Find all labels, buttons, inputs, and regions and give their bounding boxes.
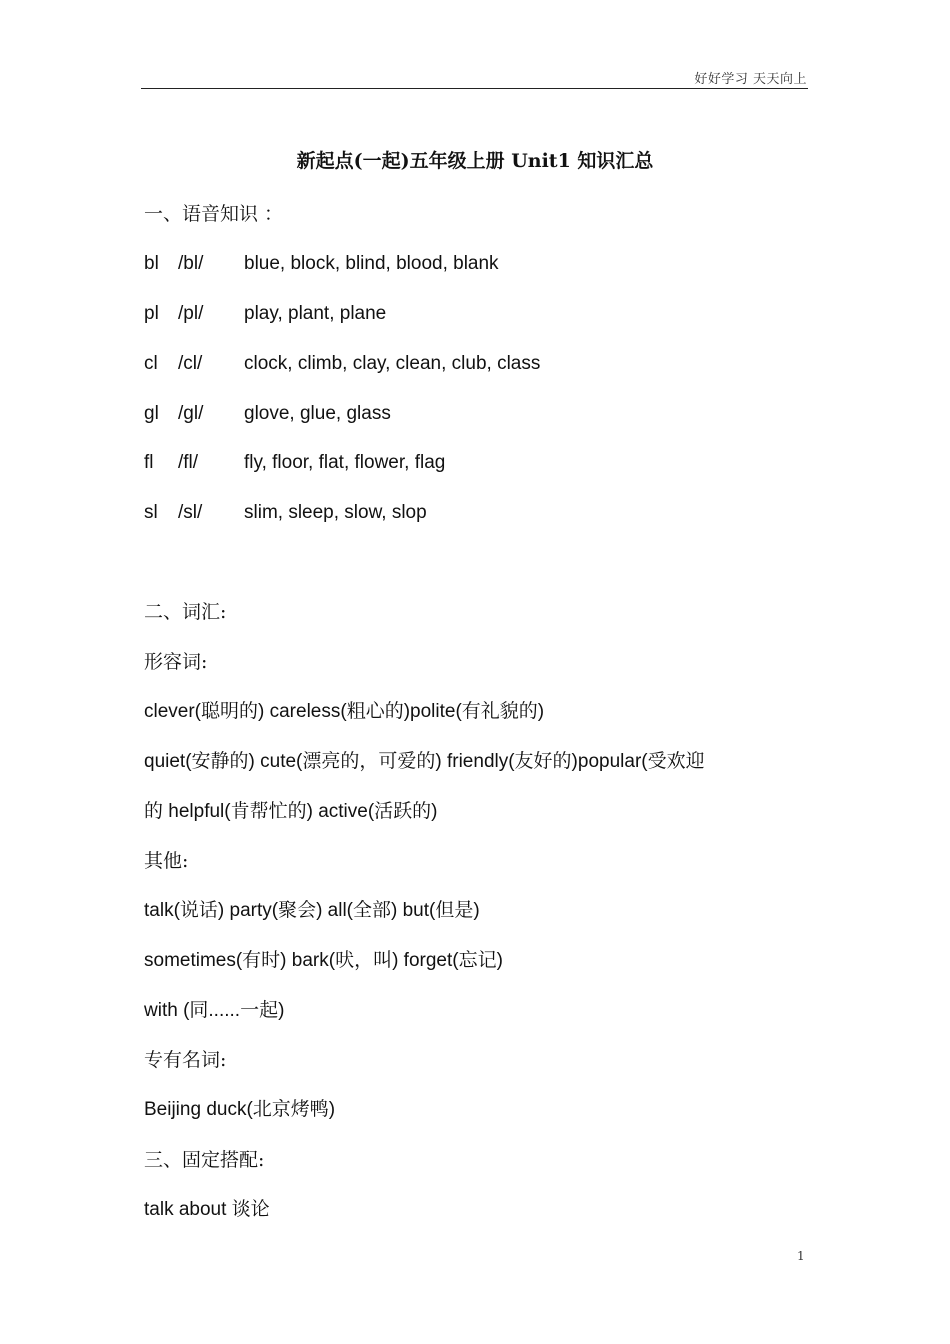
vocab-line: clever(聪明的) careless(粗心的)polite(有礼貌的)	[144, 701, 545, 722]
header-motto: 好好学习 天天向上	[694, 72, 807, 87]
phonics-letters: gl	[144, 403, 159, 424]
phonics-words: glove, glue, glass	[244, 403, 391, 424]
phonics-sound: /bl/	[178, 253, 204, 274]
phonics-sound: /cl/	[178, 353, 203, 374]
phonics-letters: bl	[144, 253, 159, 274]
document-title: 新起点(一起)五年级上册 Unit1 知识汇总	[296, 150, 654, 172]
phonics-sound: /gl/	[178, 403, 204, 424]
subheading-adjectives: 形容词:	[144, 651, 208, 673]
subheading-others: 其他:	[144, 850, 189, 872]
phonics-row	[144, 302, 386, 326]
phonics-letters: cl	[144, 353, 158, 374]
phonics-sound: /fl/	[178, 452, 199, 473]
phonics-letters: pl	[144, 303, 159, 324]
vocab-line: 的 helpful(肯帮忙的) active(活跃的)	[144, 801, 438, 822]
phonics-row	[144, 451, 445, 475]
phonics-words: fly, floor, flat, flower, flag	[244, 452, 446, 473]
phonics-words: blue, block, blind, blood, blank	[244, 253, 499, 274]
phonics-row	[144, 501, 427, 525]
phonics-words: clock, climb, clay, clean, club, class	[244, 353, 541, 374]
phonics-letters: sl	[144, 502, 158, 523]
subheading-proper-nouns: 专有名词:	[144, 1049, 227, 1071]
section-heading-collocations: 三、固定搭配:	[144, 1149, 265, 1171]
phonics-row	[144, 402, 391, 426]
collocation-line: talk about 谈论	[144, 1199, 270, 1220]
phonics-row	[144, 252, 499, 276]
vocab-line: with (同......一起)	[144, 1000, 285, 1021]
phonics-sound: /pl/	[178, 303, 204, 324]
section-heading-vocabulary: 二、词汇:	[144, 601, 227, 623]
vocab-line: Beijing duck(北京烤鸭)	[144, 1099, 336, 1120]
vocab-line: quiet(安静的) cute(漂亮的，可爱的) friendly(友好的)popular(受欢迎	[144, 751, 705, 772]
page-number: 1	[797, 1249, 805, 1263]
section-heading-phonics: 一、语音知识 ：	[144, 203, 284, 225]
phonics-row	[144, 352, 540, 376]
phonics-words: play, plant, plane	[244, 303, 387, 324]
vocab-line: talk(说话) party(聚会) all(全部) but(但是)	[144, 900, 480, 921]
phonics-words: slim, sleep, slow, slop	[244, 502, 427, 523]
phonics-sound: /sl/	[178, 502, 203, 523]
vocab-line: sometimes(有时) bark(吠，叫) forget(忘记)	[144, 950, 503, 971]
header-divider	[141, 88, 808, 89]
phonics-letters: fl	[144, 452, 154, 473]
